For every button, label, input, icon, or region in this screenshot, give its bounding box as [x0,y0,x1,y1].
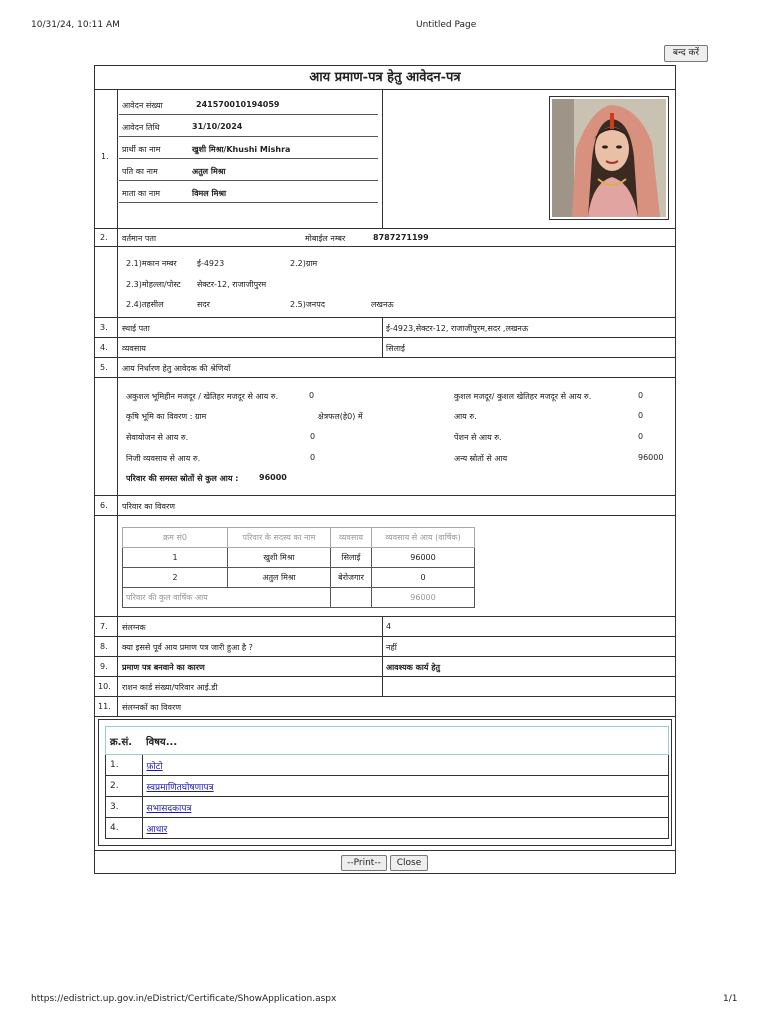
previous-certificate-value: नहीं [386,643,397,652]
section-5 [95,358,675,378]
family-col-name: परिवार के सदस्य का नाम [228,528,331,548]
table-row [106,776,669,797]
app-no-value: 241570010194059 [196,100,280,109]
doc-link-aadhaar[interactable]: आधार [146,824,168,835]
ration-card-label: राशन कार्ड संख्या/परिवार आई.डी [122,683,218,692]
section-1-num: 1. [101,152,109,161]
attachment-details-label: संलग्नकों का विवरण [122,703,182,712]
application-form [94,65,676,874]
section-2-address [95,247,675,318]
family-table [122,527,475,608]
section-3 [95,318,675,338]
address-label: वर्तमान पता [122,234,157,243]
section-11 [95,697,675,717]
district-label: 2.5)जनपद [290,300,326,309]
section-5-num: 5. [100,363,108,372]
employment-label: सेवायोजन से आय रु. [126,433,189,442]
tehsil-label: 2.4)तहसील [126,300,164,309]
total-income-value: 96000 [259,473,287,482]
income-categories-label: आय निर्धारण हेतु आवेदक की श्रेणियाँ [122,364,231,373]
mobile-value: 8787271199 [373,233,429,242]
house-label: 2.1)मकान नम्बर [126,259,177,268]
print-page-count: 1/1 [723,994,738,1004]
land-income-value: 0 [638,411,644,420]
unskilled-label: अकुशल भूमिहीन मजदूर / खेतिहर मजदूर से आय रु. [126,392,279,401]
section-4-num: 4. [100,343,108,352]
docs-col-sno: क्र.सं. [106,727,143,755]
family-total-label: परिवार की कुल वार्षिक आय [123,588,331,608]
skilled-value: 0 [638,391,644,400]
village-label: 2.2)ग्राम [290,259,318,268]
other-income-label: अन्य स्रोतों से आय [454,454,508,463]
table-row [123,568,475,588]
occupation-value: सिलाई [386,344,405,353]
section-9-num: 9. [100,662,108,671]
print-button[interactable]: --Print-- [341,855,387,871]
locality-label: 2.3)मोहल्ला/पोस्ट [126,280,181,289]
family-col-sno: क्रम सं0 [123,528,228,548]
section-3-num: 3. [100,323,108,332]
section-8 [95,637,675,657]
close-top-button[interactable]: बन्द करें [664,45,708,62]
section-9 [95,657,675,677]
app-date-value: 31/10/2024 [192,122,243,131]
land-label: कृषि भूमि का विवरण : ग्राम [126,412,207,421]
app-date-label: आवेदन तिथि [122,123,160,132]
permanent-address-label: स्थाई पता [122,324,150,333]
table-row [106,818,669,839]
other-income-value: 96000 [638,453,664,462]
pension-label: पेंशन से आय रु. [454,433,502,442]
occupation-label: व्यवसाय [122,344,146,353]
table-row [123,588,475,608]
previous-certificate-label: क्या इससे पूर्व आय प्रमाण पत्र जारी हुआ है ? [122,643,253,652]
applicant-photo [549,96,669,220]
husband-label: पति का नाम [122,167,158,176]
husband-value: अतुल मिश्रा [192,167,226,176]
unskilled-value: 0 [309,391,315,400]
reason-label: प्रमाण पत्र बनवाने का कारण [122,663,205,672]
business-label: निजी व्यवसाय से आय रु. [126,454,201,463]
section-10 [95,677,675,697]
docs-col-subject: विषय... [142,727,669,755]
family-details-label: परिवार का विवरण [122,502,176,511]
district-value: लखनऊ [371,300,394,309]
section-5-details [95,378,675,496]
app-no-label: आवेदन संख्या [122,101,163,110]
skilled-label: कुशल मजदूर/ कुशल खेतिहर मजदूर से आय रु. [454,392,592,401]
doc-sno: 1. [106,755,143,776]
documents-table [105,726,669,839]
family-cell: 2 [123,568,228,588]
applicant-label: प्रार्थी का नाम [122,145,161,154]
table-row [123,548,475,568]
doc-link-councillor-letter[interactable]: सभासदकापत्र [146,803,192,814]
doc-sno: 2. [106,776,143,797]
total-income-label: परिवार की समस्त स्रोतों से कुल आय : [126,474,239,483]
applicant-photo-image [552,99,666,217]
print-page-title: Untitled Page [416,20,477,30]
doc-sno: 4. [106,818,143,839]
family-cell: 1 [123,548,228,568]
section-6-table-row [95,516,675,617]
family-cell: अतुल मिश्रा [228,568,331,588]
section-2-num: 2. [100,233,108,242]
attachments-value: 4 [386,622,392,631]
close-button[interactable]: Close [390,855,428,871]
mother-value: विमल मिश्रा [192,189,227,198]
business-value: 0 [310,453,316,462]
land-income-label: आय रु. [454,412,477,421]
locality-value: सेक्टर-12, राजाजीपुरम [197,280,267,289]
section-10-num: 10. [98,682,111,691]
section-1 [95,89,675,229]
table-row [106,797,669,818]
section-7-num: 7. [100,622,108,631]
print-url: https://edistrict.up.gov.in/eDistrict/Certificate/ShowApplication.aspx [31,994,337,1004]
section-4 [95,338,675,358]
mobile-label: मोबाईल नम्बर [305,234,346,243]
section-6-num: 6. [100,501,108,510]
area-label: क्षेत्रफल(हे0) में [318,412,363,421]
reason-value: आवश्यक कार्य हेतु [386,663,441,672]
section-2 [95,229,675,247]
section-8-num: 8. [100,642,108,651]
mother-label: माता का नाम [122,189,161,198]
family-cell: बेरोजगार [331,568,372,588]
attachments-label: संलग्नक [122,623,146,632]
form-title: आय प्रमाण-पत्र हेतु आवेदन-पत्र [95,66,675,90]
print-datetime: 10/31/24, 10:11 AM [31,20,120,30]
section-7 [95,617,675,637]
doc-link-photo[interactable]: फ़ोटो [146,761,163,772]
pension-value: 0 [638,432,644,441]
section-6 [95,496,675,516]
family-cell: 0 [372,568,475,588]
family-cell: 96000 [372,548,475,568]
section-11-num: 11. [98,702,111,711]
family-col-occupation: व्यवसाय [331,528,372,548]
tehsil-value: सदर [197,300,210,309]
family-cell: खुशी मिश्रा [228,548,331,568]
doc-sno: 3. [106,797,143,818]
documents-box [98,719,672,846]
permanent-address-value: ई-4923,सेक्टर-12, राजाजीपुरम,सदर ,लखनऊ [386,324,529,333]
family-col-income: व्यवसाय से आय (वार्षिक) [372,528,475,548]
applicant-value: खुशी मिश्रा/Khushi Mishra [192,145,291,154]
doc-link-self-declaration[interactable]: स्वप्रमाणितघोषणापत्र [146,782,214,793]
family-cell: सिलाई [331,548,372,568]
table-row [106,755,669,776]
family-total-value: 96000 [372,588,475,608]
house-value: ई-4923 [197,259,225,268]
employment-value: 0 [310,432,316,441]
